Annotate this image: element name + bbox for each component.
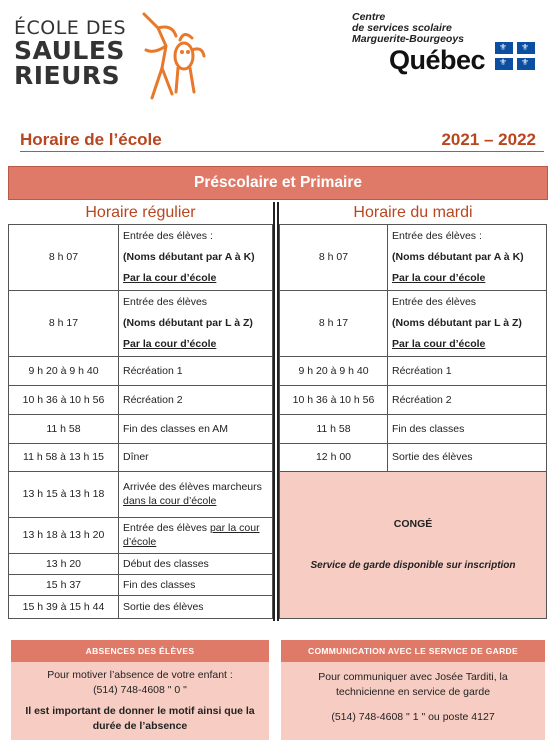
regular-schedule-table [8,202,273,619]
absences-phone: (514) 748-4608 " 0 " [93,684,187,696]
page-header [0,0,560,110]
daycare-communication-box [281,640,545,740]
description-cell: Fin des classes [388,414,547,443]
daycare-note: Service de garde disponible sur inscription [310,560,516,571]
table-row [280,290,547,356]
names-range: (Noms débutant par A à K) [392,250,524,263]
title-bar [20,128,544,152]
communication-heading [281,640,545,662]
table-row [9,595,273,618]
communication-body [281,662,545,731]
names-range: (Noms débutant par L à Z) [392,316,522,329]
entry-label: Entrée des élèves : [392,229,482,242]
description-cell: Récréation 1 [388,356,547,385]
table-row [9,356,273,385]
school-name-line2: SAULES [14,36,125,65]
css-line3: Marguerite-Bourgeoys [352,33,465,45]
description-cell: Récréation 2 [119,385,273,414]
time-cell: 12 h 00 [280,443,388,471]
time-cell: 11 h 58 [9,414,119,443]
description-cell: Sortie des élèves [388,443,547,471]
time-cell: 9 h 20 à 9 h 40 [9,356,119,385]
school-logo [14,18,194,98]
time-cell: 13 h 20 [9,553,119,574]
communication-phone: (514) 748-4608 " 1 " ou poste 4127 [331,711,495,723]
table-row [280,414,547,443]
absences-note: Il est important de donner le motif ainsi que la durée de l’absence [25,705,255,732]
communication-instruction: Pour communiquer avec Josée Tarditi, la technicienne en service de garde [318,671,508,698]
time-cell: 10 h 36 à 10 h 56 [280,385,388,414]
table-row [280,385,547,414]
css-line2: de services scolaire [352,22,452,34]
quebec-flag-icon: ⚜ ⚜ ⚜ ⚜ [495,42,535,70]
entry-location: Par la cour d’école [392,271,486,284]
communication-heading-text: COMMUNICATION AVEC LE SERVICE DE GARDE [308,646,518,656]
table-row [280,356,547,385]
arrival-location: dans la cour d’école [123,495,217,507]
table-row [9,443,273,471]
description-cell: Début des classes [119,553,273,574]
school-name-line3: RIEURS [14,61,121,90]
table-row [9,471,273,517]
section-banner: Préscolaire et Primaire [8,166,548,200]
time-cell: 15 h 37 [9,574,119,595]
conge-cell [280,471,547,618]
entry-text: Entrée des élèves [123,522,210,534]
entry-location: Par la cour d’école [123,271,217,284]
table-row [9,385,273,414]
table-row [9,574,273,595]
table-row [9,224,273,290]
entry-location: par la cour d’école [123,522,260,548]
time-cell: 13 h 15 à 13 h 18 [9,471,119,517]
description-cell [388,290,547,356]
description-cell [119,290,273,356]
table-row [9,414,273,443]
conge-row [280,471,547,618]
tuesday-schedule-heading: Horaire du mardi [353,203,473,221]
absences-instruction: Pour motiver l’absence de votre enfant : [47,669,233,681]
entry-location: Par la cour d’école [392,337,486,350]
description-cell: Récréation 1 [119,356,273,385]
table-row [9,290,273,356]
entry-label: Entrée des élèves [392,295,477,308]
description-cell: Dîner [119,443,273,471]
description-cell: Récréation 2 [388,385,547,414]
description-cell [119,224,273,290]
arrival-text: Arrivée des élèves marcheurs [123,481,262,493]
table-row [9,517,273,553]
absences-heading-text: ABSENCES DES ÉLÈVES [85,646,195,656]
description-cell: Fin des classes [119,574,273,595]
quebec-wordmark: Québec [389,45,486,75]
table-row [280,443,547,471]
time-cell: 15 h 39 à 15 h 44 [9,595,119,618]
laughing-figures-icon [132,6,212,106]
conge-title: CONGÉ [393,518,433,530]
time-cell: 9 h 20 à 9 h 40 [280,356,388,385]
description-cell: Fin des classes en AM [119,414,273,443]
school-year: 2021 – 2022 [441,130,536,149]
time-cell: 8 h 07 [9,224,119,290]
regular-schedule-heading: Horaire régulier [85,203,196,221]
absences-box [11,640,269,740]
time-cell: 8 h 17 [9,290,119,356]
description-cell [119,471,273,517]
entry-label: Entrée des élèves [123,295,208,308]
table-row [280,224,547,290]
names-range: (Noms débutant par A à K) [123,250,255,263]
description-cell: Sortie des élèves [119,595,273,618]
page-title: Horaire de l’école [20,130,162,149]
css-quebec-logo [352,12,552,82]
time-cell: 8 h 07 [280,224,388,290]
time-cell: 13 h 18 à 13 h 20 [9,517,119,553]
tuesday-schedule-table [279,202,547,619]
description-cell [119,517,273,553]
time-cell: 8 h 17 [280,290,388,356]
absences-heading [11,640,269,662]
names-range: (Noms débutant par L à Z) [123,316,253,329]
description-cell [388,224,547,290]
entry-label: Entrée des élèves : [123,229,213,242]
absences-body [11,662,269,740]
css-line1: Centre [352,11,386,23]
table-row [9,553,273,574]
time-cell: 11 h 58 [280,414,388,443]
time-cell: 11 h 58 à 13 h 15 [9,443,119,471]
school-name-line1: ÉCOLE DES [14,17,127,39]
entry-location: Par la cour d’école [123,337,217,350]
time-cell: 10 h 36 à 10 h 56 [9,385,119,414]
